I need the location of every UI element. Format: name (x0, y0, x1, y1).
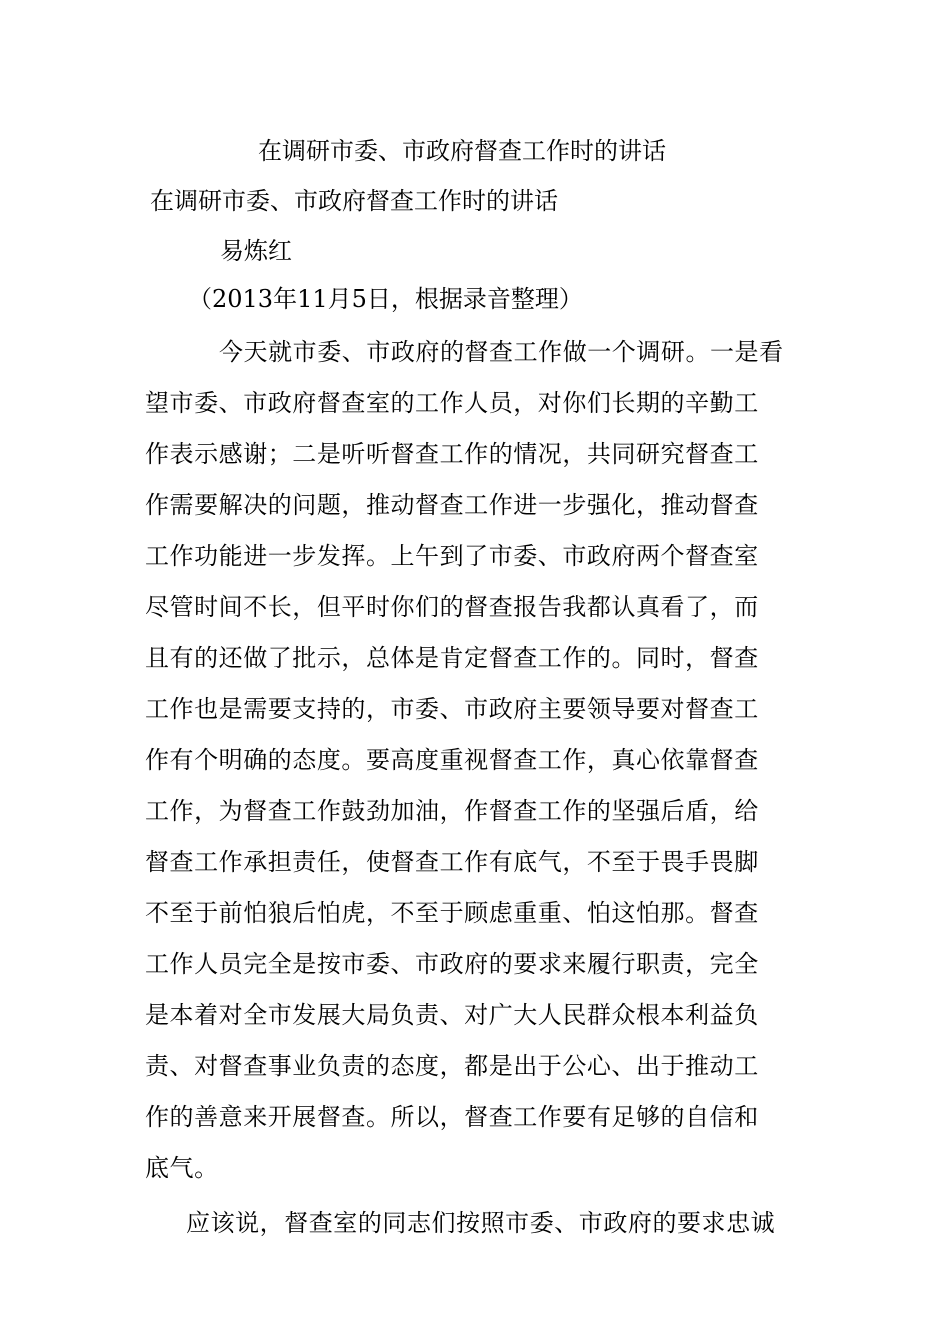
paragraph-line: 工作，为督查工作鼓劲加油，作督查工作的坚强后盾，给 (145, 797, 759, 825)
paragraph-line: 工作功能进一步发挥。上午到了市委、市政府两个督查室 (145, 542, 759, 570)
paragraph-line: 不至于前怕狼后怕虎，不至于顾虑重重、怕这怕那。督查 (145, 899, 759, 927)
paragraph-line: 作需要解决的问题，推动督查工作进一步强化，推动督查 (145, 491, 759, 519)
paragraph-line: 工作也是需要支持的，市委、市政府主要领导要对督查工 (145, 695, 759, 723)
author-name: 易炼红 (220, 237, 292, 265)
paragraph-line: 望市委、市政府督查室的工作人员，对你们长期的辛勤工 (145, 389, 759, 417)
paragraph-line: 作表示感谢；二是听听督查工作的情况，共同研究督查工 (145, 440, 759, 468)
paragraph-line: 责、对督查事业负责的态度，都是出于公心、出于推动工 (145, 1052, 759, 1080)
paragraph-line: 且有的还做了批示，总体是肯定督查工作的。同时，督查 (145, 644, 759, 672)
paragraph-line: 督查工作承担责任，使督查工作有底气，不至于畏手畏脚 (145, 848, 759, 876)
document-title: 在调研市委、市政府督查工作时的讲话 (258, 137, 666, 165)
paragraph-line: 作的善意来开展督查。所以，督查工作要有足够的自信和 (145, 1103, 759, 1131)
paragraph-line: 尽管时间不长，但平时你们的督查报告我都认真看了，而 (145, 593, 759, 621)
paragraph-1 (145, 337, 815, 1204)
paragraph-line: 工作人员完全是按市委、市政府的要求来履行职责，完全 (145, 950, 759, 978)
paragraph-2-start: 应该说，督查室的同志们按照市委、市政府的要求忠诚 (186, 1209, 776, 1237)
paragraph-line: 作有个明确的态度。要高度重视督查工作，真心依靠督查 (145, 746, 759, 774)
date-note: （2013年11月5日，根据录音整理） (188, 285, 583, 313)
paragraph-line: 底气。 (145, 1154, 219, 1182)
paragraph-line: 今天就市委、市政府的督查工作做一个调研。一是看 (219, 338, 784, 366)
paragraph-line: 是本着对全市发展大局负责、对广大人民群众根本利益负 (145, 1001, 759, 1029)
document-subtitle: 在调研市委、市政府督查工作时的讲话 (150, 187, 558, 215)
